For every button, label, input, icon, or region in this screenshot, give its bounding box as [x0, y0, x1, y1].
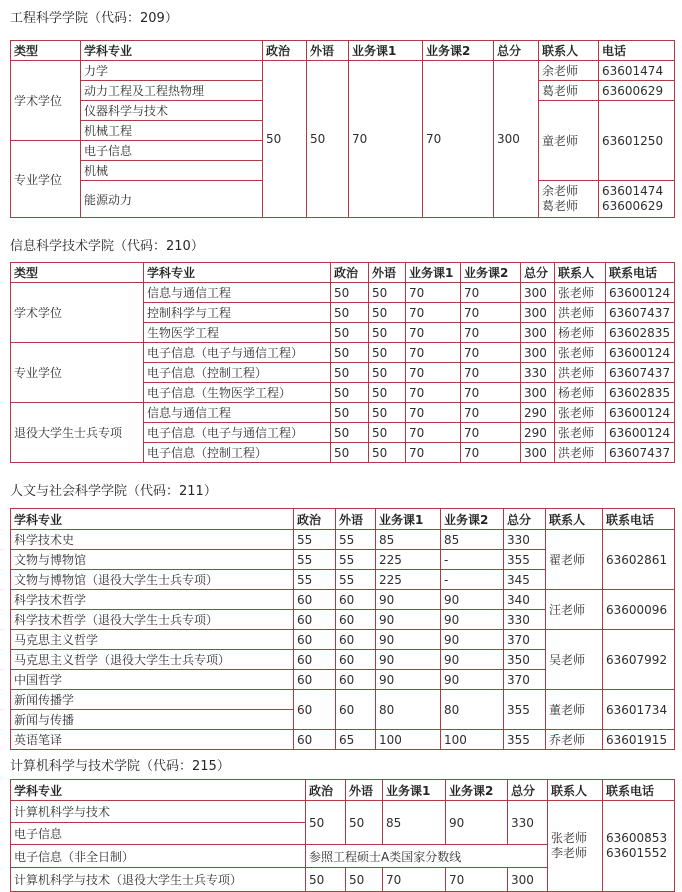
contact-phone-cell: 63601734 — [603, 690, 675, 730]
type-cell: 学术学位 — [11, 283, 144, 343]
score-course1-cell: 90 — [376, 670, 441, 690]
score-total-cell: 355 — [504, 690, 546, 730]
score-foreign-cell: 50 — [369, 423, 406, 443]
header-row — [11, 41, 675, 61]
contact-phone-cell: 63600124 — [606, 403, 675, 423]
contact-name-line: 葛老师 — [542, 199, 579, 213]
header-row — [11, 263, 675, 283]
contact-name-cell: 葛老师 — [539, 81, 599, 101]
major-cell: 文物与博物馆 — [11, 550, 294, 570]
score-course1-cell: 70 — [406, 383, 461, 403]
major-cell: 科学技术史 — [11, 530, 294, 550]
score-total-cell: 355 — [504, 550, 546, 570]
contact-name-line: 李老师 — [551, 846, 588, 860]
major-cell: 计算机科学与技术 — [11, 801, 306, 823]
contact-name-cell: 翟老师 — [546, 530, 603, 590]
score-table-209 — [10, 40, 675, 218]
score-course1-cell: 90 — [376, 650, 441, 670]
contact-phone-cell: 63602861 — [603, 530, 675, 590]
contact-name-cell: 汪老师 — [546, 590, 603, 630]
score-course2-cell: 90 — [441, 610, 504, 630]
contact-name-cell: 洪老师 — [555, 443, 606, 463]
score-total-cell: 330 — [504, 610, 546, 630]
header-cell-course1: 业务课1 — [406, 263, 461, 283]
score-politics-cell: 60 — [294, 610, 336, 630]
score-course1-cell: 85 — [383, 801, 446, 845]
score-total-cell: 330 — [508, 801, 548, 845]
header-cell-major: 学科专业 — [11, 509, 294, 530]
score-total-cell: 370 — [504, 670, 546, 690]
contact-name-cell: 杨老师 — [555, 383, 606, 403]
contact-phone-cell: 63600629 — [599, 81, 675, 101]
contact-name-line: 余老师 — [542, 184, 579, 198]
score-foreign-cell: 50 — [346, 868, 383, 892]
major-cell: 生物医学工程 — [144, 323, 331, 343]
header-cell-course2: 业务课2 — [461, 263, 521, 283]
contact-phone-cell: 63600124 — [606, 283, 675, 303]
score-course2-cell: 90 — [441, 650, 504, 670]
score-course2-cell: 70 — [461, 283, 521, 303]
contact-phone-cell: 63602835 — [606, 323, 675, 343]
major-cell: 控制科学与工程 — [144, 303, 331, 323]
score-course1-cell: 70 — [406, 423, 461, 443]
major-cell: 力学 — [81, 61, 263, 81]
contact-phone-cell: 63601250 — [599, 101, 675, 181]
contact-phone-cell: 63600124 — [606, 423, 675, 443]
contact-name-cell: 乔老师 — [546, 730, 603, 750]
score-foreign-cell: 60 — [336, 690, 376, 730]
contact-phone-cell — [599, 181, 675, 218]
header-cell-phone: 电话 — [599, 41, 675, 61]
contact-name-cell: 张老师 — [555, 423, 606, 443]
score-total-cell: 345 — [504, 570, 546, 590]
header-cell-contact: 联系人 — [555, 263, 606, 283]
contact-phone-cell: 63602835 — [606, 383, 675, 403]
score-total-cell: 300 — [521, 283, 555, 303]
major-cell: 英语笔译 — [11, 730, 294, 750]
table-row — [11, 283, 675, 303]
contact-name-cell — [548, 801, 603, 892]
major-cell: 电子信息（电子与通信工程） — [144, 343, 331, 363]
score-course1-cell: 225 — [376, 570, 441, 590]
score-course1-cell: 80 — [376, 690, 441, 730]
score-table-215 — [10, 779, 675, 892]
score-politics-cell: 50 — [306, 868, 346, 892]
score-politics-cell: 55 — [294, 570, 336, 590]
major-cell: 新闻传播学 — [11, 690, 294, 710]
score-course2-cell: 85 — [441, 530, 504, 550]
score-course1-cell: 100 — [376, 730, 441, 750]
score-course1-cell: 70 — [406, 363, 461, 383]
major-cell: 信息与通信工程 — [144, 403, 331, 423]
score-total-cell: 300 — [521, 443, 555, 463]
score-total-cell: 330 — [521, 363, 555, 383]
score-foreign-cell: 50 — [369, 323, 406, 343]
major-cell: 新闻与传播 — [11, 710, 294, 730]
score-foreign-cell: 50 — [369, 343, 406, 363]
score-politics-cell: 50 — [331, 403, 369, 423]
header-cell-contact: 联系人 — [548, 780, 603, 801]
score-total-cell: 300 — [508, 868, 548, 892]
score-course2-cell: 70 — [461, 363, 521, 383]
section-title-210: 信息科学技术学院（代码：210） — [10, 239, 204, 254]
score-foreign-cell: 60 — [336, 590, 376, 610]
contact-phone-line: 63601552 — [606, 846, 668, 860]
score-course1-cell: 70 — [406, 283, 461, 303]
header-cell-foreign: 外语 — [346, 780, 383, 801]
score-politics-cell: 50 — [306, 801, 346, 845]
contact-phone-cell: 63600124 — [606, 343, 675, 363]
major-cell: 电子信息 — [81, 141, 263, 161]
score-course2-cell: 90 — [441, 630, 504, 650]
score-foreign-cell: 60 — [336, 670, 376, 690]
type-cell: 学术学位 — [11, 61, 81, 141]
header-cell-politics: 政治 — [294, 509, 336, 530]
contact-name-cell: 余老师 — [539, 61, 599, 81]
score-foreign-cell: 50 — [369, 283, 406, 303]
score-course2-cell: - — [441, 550, 504, 570]
contact-phone-cell: 63600096 — [603, 590, 675, 630]
header-cell-course2: 业务课2 — [441, 509, 504, 530]
major-cell: 机械 — [81, 161, 263, 181]
score-politics-cell: 50 — [331, 323, 369, 343]
header-cell-politics: 政治 — [263, 41, 307, 61]
score-course1-cell: 70 — [349, 61, 423, 218]
header-cell-total: 总分 — [508, 780, 548, 801]
score-politics-cell: 50 — [331, 423, 369, 443]
header-cell-major: 学科专业 — [11, 780, 306, 801]
score-total-cell: 290 — [521, 403, 555, 423]
header-cell-type: 类型 — [11, 41, 81, 61]
score-foreign-cell: 50 — [369, 443, 406, 463]
major-cell: 电子信息（生物医学工程） — [144, 383, 331, 403]
score-foreign-cell: 60 — [336, 610, 376, 630]
section-title-215: 计算机科学与技术学院（代码：215） — [10, 759, 230, 774]
score-foreign-cell: 50 — [369, 363, 406, 383]
major-cell: 仪器科学与技术 — [81, 101, 263, 121]
header-cell-total: 总分 — [494, 41, 539, 61]
score-course1-cell: 85 — [376, 530, 441, 550]
header-cell-total: 总分 — [521, 263, 555, 283]
header-cell-foreign: 外语 — [336, 509, 376, 530]
contact-phone-cell: 63607437 — [606, 443, 675, 463]
major-cell: 电子信息（非全日制） — [11, 845, 306, 868]
contact-name-cell — [539, 181, 599, 218]
contact-name-cell: 童老师 — [539, 101, 599, 181]
contact-name-cell: 张老师 — [555, 343, 606, 363]
header-row — [11, 509, 675, 530]
score-foreign-cell: 65 — [336, 730, 376, 750]
major-cell: 马克思主义哲学 — [11, 630, 294, 650]
score-course1-cell: 90 — [376, 590, 441, 610]
header-cell-politics: 政治 — [306, 780, 346, 801]
score-course2-cell: 70 — [461, 323, 521, 343]
score-table-211 — [10, 508, 675, 750]
score-foreign-cell: 55 — [336, 530, 376, 550]
section-title-209: 工程科学学院（代码：209） — [10, 11, 178, 26]
score-course1-cell: 70 — [406, 303, 461, 323]
score-course1-cell: 70 — [406, 403, 461, 423]
score-total-cell: 300 — [521, 303, 555, 323]
table-row — [11, 61, 675, 81]
contact-phone-cell: 63601915 — [603, 730, 675, 750]
score-course2-cell: - — [441, 570, 504, 590]
score-foreign-cell: 55 — [336, 570, 376, 590]
score-politics-cell: 60 — [294, 690, 336, 730]
header-cell-phone: 联系电话 — [603, 780, 675, 801]
score-politics-cell: 60 — [294, 730, 336, 750]
score-foreign-cell: 60 — [336, 650, 376, 670]
score-politics-cell: 50 — [331, 363, 369, 383]
score-course2-cell: 100 — [441, 730, 504, 750]
contact-phone-cell: 63607992 — [603, 630, 675, 690]
major-cell: 电子信息（控制工程） — [144, 443, 331, 463]
contact-name-cell: 吴老师 — [546, 630, 603, 690]
score-course2-cell: 70 — [423, 61, 494, 218]
header-cell-major: 学科专业 — [144, 263, 331, 283]
header-cell-contact: 联系人 — [539, 41, 599, 61]
score-foreign-cell: 50 — [369, 303, 406, 323]
score-course2-cell: 70 — [446, 868, 508, 892]
score-course2-cell: 90 — [441, 670, 504, 690]
table-row — [11, 403, 675, 423]
contact-name-cell: 杨老师 — [555, 323, 606, 343]
header-cell-phone: 联系电话 — [606, 263, 675, 283]
section-title-211: 人文与社会科学学院（代码：211） — [10, 484, 217, 499]
score-course1-cell: 70 — [406, 343, 461, 363]
header-cell-course1: 业务课1 — [376, 509, 441, 530]
contact-phone-line: 63600853 — [606, 831, 668, 845]
table-row — [11, 690, 675, 710]
major-cell: 文物与博物馆（退役大学生士兵专项） — [11, 570, 294, 590]
table-row — [11, 343, 675, 363]
header-cell-major: 学科专业 — [81, 41, 263, 61]
note-cell: 参照工程硕士A类国家分数线 — [306, 845, 548, 868]
contact-name-cell: 张老师 — [555, 403, 606, 423]
major-cell: 计算机科学与技术（退役大学生士兵专项） — [11, 868, 306, 892]
major-cell: 中国哲学 — [11, 670, 294, 690]
score-politics-cell: 50 — [263, 61, 307, 218]
contact-phone-line: 63600629 — [602, 199, 664, 213]
table-row — [11, 630, 675, 650]
score-politics-cell: 60 — [294, 650, 336, 670]
contact-phone-cell — [603, 801, 675, 892]
score-foreign-cell: 60 — [336, 630, 376, 650]
contact-name-cell: 洪老师 — [555, 363, 606, 383]
score-course2-cell: 70 — [461, 343, 521, 363]
contact-phone-cell: 63607437 — [606, 363, 675, 383]
score-politics-cell: 50 — [331, 343, 369, 363]
major-cell: 机械工程 — [81, 121, 263, 141]
header-row — [11, 780, 675, 801]
contact-phone-cell: 63601474 — [599, 61, 675, 81]
major-cell: 动力工程及工程热物理 — [81, 81, 263, 101]
major-cell: 电子信息（控制工程） — [144, 363, 331, 383]
score-politics-cell: 55 — [294, 550, 336, 570]
score-politics-cell: 60 — [294, 670, 336, 690]
score-table-210 — [10, 262, 675, 463]
major-cell: 信息与通信工程 — [144, 283, 331, 303]
major-cell: 电子信息 — [11, 823, 306, 845]
score-course2-cell: 90 — [446, 801, 508, 845]
score-course2-cell: 70 — [461, 443, 521, 463]
score-total-cell: 330 — [504, 530, 546, 550]
score-total-cell: 350 — [504, 650, 546, 670]
header-cell-type: 类型 — [11, 263, 144, 283]
score-politics-cell: 50 — [331, 303, 369, 323]
score-politics-cell: 50 — [331, 283, 369, 303]
table-row — [11, 530, 675, 550]
score-total-cell: 370 — [504, 630, 546, 650]
score-total-cell: 300 — [521, 323, 555, 343]
score-course2-cell: 70 — [461, 403, 521, 423]
major-cell: 科学技术哲学 — [11, 590, 294, 610]
score-politics-cell: 50 — [331, 443, 369, 463]
contact-name-cell: 张老师 — [555, 283, 606, 303]
score-foreign-cell: 50 — [346, 801, 383, 845]
major-cell: 科学技术哲学（退役大学生士兵专项） — [11, 610, 294, 630]
type-cell: 专业学位 — [11, 141, 81, 218]
score-foreign-cell: 50 — [307, 61, 349, 218]
score-course1-cell: 225 — [376, 550, 441, 570]
score-course1-cell: 90 — [376, 630, 441, 650]
header-cell-politics: 政治 — [331, 263, 369, 283]
score-total-cell: 355 — [504, 730, 546, 750]
header-cell-course1: 业务课1 — [349, 41, 423, 61]
score-politics-cell: 50 — [331, 383, 369, 403]
score-course1-cell: 70 — [406, 443, 461, 463]
header-cell-foreign: 外语 — [307, 41, 349, 61]
header-cell-phone: 联系电话 — [603, 509, 675, 530]
score-foreign-cell: 55 — [336, 550, 376, 570]
score-politics-cell: 55 — [294, 530, 336, 550]
score-course2-cell: 70 — [461, 383, 521, 403]
type-cell: 专业学位 — [11, 343, 144, 403]
header-cell-course1: 业务课1 — [383, 780, 446, 801]
score-total-cell: 300 — [521, 343, 555, 363]
score-foreign-cell: 50 — [369, 383, 406, 403]
score-course2-cell: 80 — [441, 690, 504, 730]
score-course2-cell: 90 — [441, 590, 504, 610]
score-course2-cell: 70 — [461, 423, 521, 443]
score-total-cell: 300 — [494, 61, 539, 218]
score-total-cell: 290 — [521, 423, 555, 443]
header-cell-course2: 业务课2 — [423, 41, 494, 61]
score-politics-cell: 60 — [294, 590, 336, 610]
score-course1-cell: 90 — [376, 610, 441, 630]
header-cell-course2: 业务课2 — [446, 780, 508, 801]
contact-name-cell: 董老师 — [546, 690, 603, 730]
header-cell-foreign: 外语 — [369, 263, 406, 283]
score-total-cell: 300 — [521, 383, 555, 403]
table-row — [11, 730, 675, 750]
contact-name-line: 张老师 — [551, 831, 588, 845]
score-course1-cell: 70 — [383, 868, 446, 892]
type-cell: 退役大学生士兵专项 — [11, 403, 144, 463]
contact-phone-cell: 63607437 — [606, 303, 675, 323]
major-cell: 电子信息（电子与通信工程） — [144, 423, 331, 443]
score-total-cell: 340 — [504, 590, 546, 610]
score-course2-cell: 70 — [461, 303, 521, 323]
contact-phone-line: 63601474 — [602, 184, 664, 198]
score-course1-cell: 70 — [406, 323, 461, 343]
major-cell: 马克思主义哲学（退役大学生士兵专项） — [11, 650, 294, 670]
table-row — [11, 801, 675, 823]
score-foreign-cell: 50 — [369, 403, 406, 423]
score-politics-cell: 60 — [294, 630, 336, 650]
header-cell-contact: 联系人 — [546, 509, 603, 530]
contact-name-cell: 洪老师 — [555, 303, 606, 323]
major-cell: 能源动力 — [81, 181, 263, 218]
table-row — [11, 590, 675, 610]
header-cell-total: 总分 — [504, 509, 546, 530]
